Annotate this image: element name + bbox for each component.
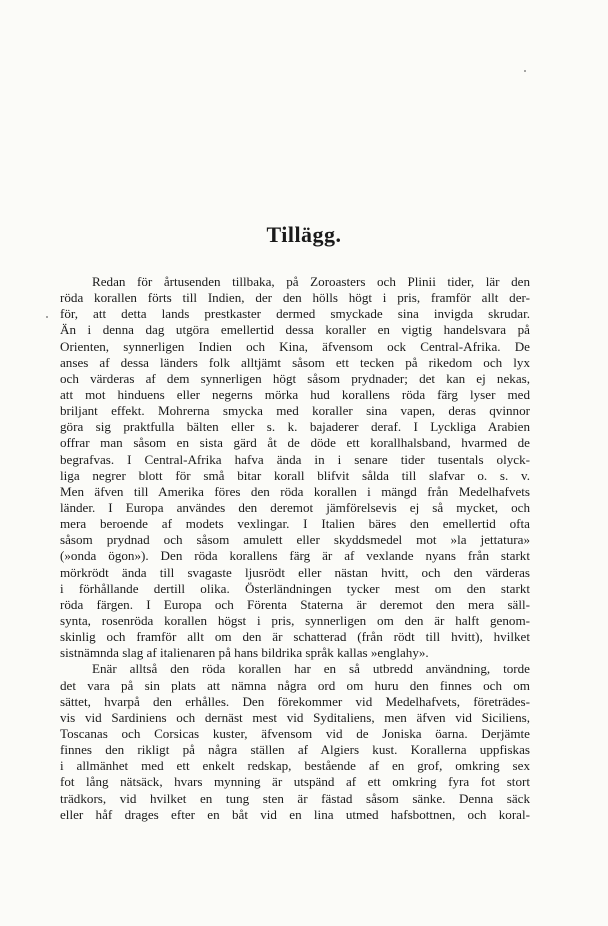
text-line: Men äfven till Amerika föres den röda korallen i mängd från Medelhafvets (60, 483, 530, 499)
text-line: att mot hinduens eller negerns mörka hud korallens röda färg lyser med (60, 386, 530, 402)
text-line: det vara på sin plats att nämna några ord om huru den finnes och om (60, 677, 530, 693)
text-line: mörkrödt ända till svagaste ljusrödt eller nästan hvitt, och den värderas (60, 564, 530, 580)
text-line: finnes den rikligt på några ställen af Algiers kust. Korallerna uppfiskas (60, 742, 530, 758)
text-line: briljant effekt. Mohrerna smycka med koraller sina vapen, deras qvinnor (60, 403, 530, 419)
text-line: synta, rosenröda korallen högst i pris, synnerligen om den är halft genom- (60, 612, 530, 628)
text-line: eller håf drages efter en båt vid en lina utmed hafsbottnen, och koral- (60, 806, 530, 822)
text-line: trädkors, vid hvilket en tung sten är fästad såsom sänke. Denna säck (60, 790, 530, 806)
text-line: skinlig och framför allt om den är schatterad (från rödt till hvitt), hvilket (60, 629, 530, 645)
text-line: för, att detta lands prestkaster dermed smyckade sina invigda skrudar. (60, 306, 530, 322)
text-line: sistnämnda slag af italienaren på hans bildrika språk kallas »englahy». (60, 645, 429, 661)
text-line: länder. I Europa användes den deremot jämförelsevis ej så mycket, och (60, 499, 530, 515)
text-line: mera beroende af modets vexlingar. I Italien bäres den emellertid ofta (60, 516, 530, 532)
text-line: och värderas af dem synnerligen högt såsom prydnader; det kan ej nekas, (60, 370, 530, 386)
text-line: Redan för årtusenden tillbaka, på Zoroasters och Plinii tider, lär den (92, 274, 530, 289)
text-line: Enär alltså den röda korallen har en så utbredd användning, torde (92, 661, 530, 677)
text-line: i förhållande dertill olika. Österländningen tycker mest om den starkt (60, 580, 530, 596)
section-heading: Tillägg. (266, 222, 342, 247)
text-line: (»onda ögon»). Den röda korallens färg är af vexlande nyans från starkt (60, 548, 530, 564)
text-line: i allmänhet med ett enkelt redskap, bestående af en grof, omkring sex (60, 758, 530, 774)
text-line: offrar man såsom en sista gärd åt de döde ett korallhalsband, hvarmed de (60, 435, 530, 451)
text-line: fot lång nätsäck, hvars mynning är utspänd af ett omkring fyra fot stort (60, 774, 530, 790)
speck (46, 316, 48, 318)
text-line: såsom prydnad och såsom amulett eller skyddsmedel mot »la jettatura» (60, 532, 530, 548)
text-line: Orienten, synnerligen Indien och Kina, äfvensom ock Central-Afrika. De (60, 338, 530, 354)
text-line: begrafvas. I Central-Afrika hafva ända in i senare tider tusentals olyck- (60, 451, 530, 467)
text-line: röda korallen förts till Indien, der den hölls högt i pris, framför allt der- (60, 290, 530, 306)
text-line: Toscanas och Corsicas kuster, äfvensom vid de Joniska öarna. Derjämte (60, 725, 530, 741)
text-line: röda färgen. I Europa och Förenta Staterna är deremot den mera säll- (60, 596, 530, 612)
body-text (60, 274, 530, 823)
text-line: liga negrer blott för små bitar korall blifvit sålda till slafvar o. s. v. (60, 467, 530, 483)
text-line: anses af dessa länders folk alltjämt såsom ett tecken på rikedom och lyx (60, 354, 530, 370)
text-line: sättet, hvarpå den erhålles. Den förekommer vid Medelhafvets, företrädes- (60, 693, 530, 709)
text-line: vis vid Sardiniens och dernäst mest vid Syditaliens, men äfven vid Siciliens, (60, 709, 530, 725)
speck (524, 70, 526, 72)
text-line: göra sig praktfulla bälten eller s. k. bajaderer deraf. I Lyckliga Arabien (60, 419, 530, 435)
text-line: Än i denna dag utgöra emellertid dessa koraller en vigtig handelsvara på (60, 322, 530, 338)
